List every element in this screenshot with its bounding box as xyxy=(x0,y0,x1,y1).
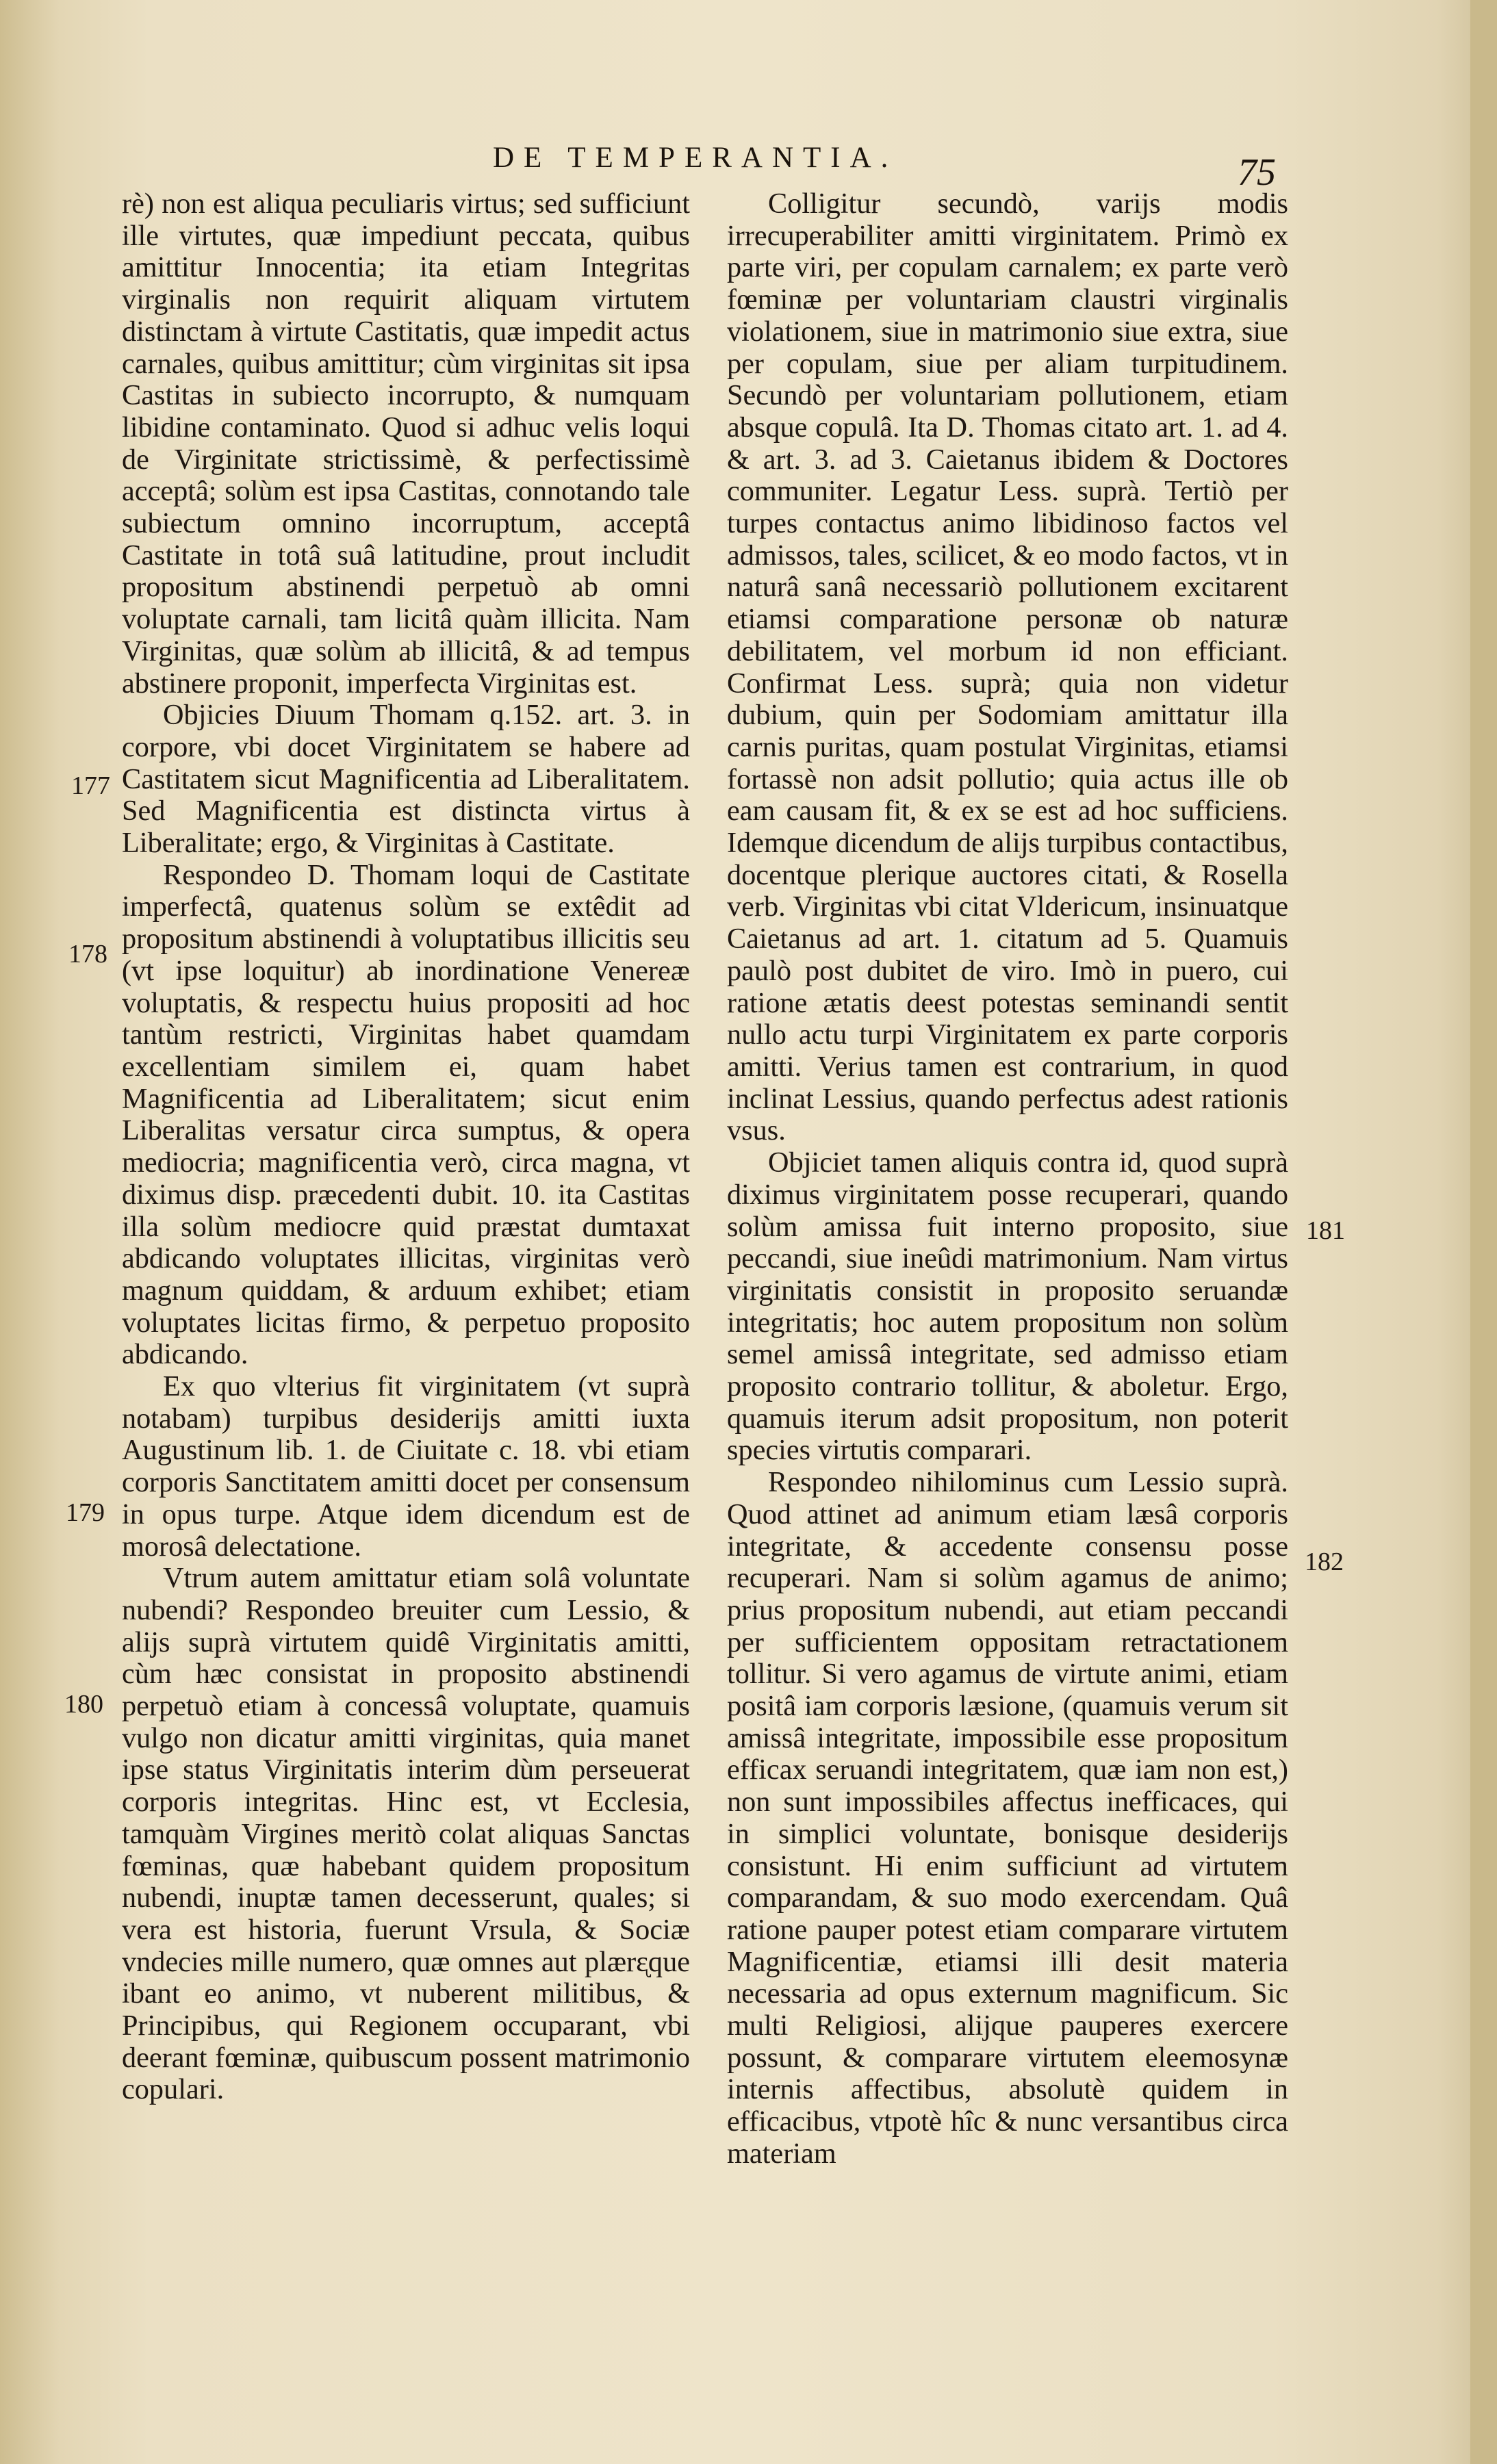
paragraph: rè) non est aliqua peculiaris virtus; sed sufficiunt ille virtutes, quæ impediunt peccata, quibus amittitur Innocentia; ita etiam Integritas virginalis non requirit aliquam virtutem distinctam à virtute Castitatis, quæ impedit actus carnales, quibus amittitur; cùm virginitas sit ipsa Castitas in subiecto incorrupto, & numquam libidine contaminato. Quod si adhuc velis loqui de Virginitate strictissimè, & perfectissimè acceptâ; solùm est ipsa Castitas, connotando tale subiectum omnino incorruptum, acceptâ Castitate in totâ suâ latitudine, prout includit propositum abstinendi perpetuò ab omni voluptate carnali, tam licitâ quàm illicita. Nam Virginitas, quæ solùm ab illicitâ, & ad tempus abstinere proponit, imperfecta Virginitas est. xyxy=(122,188,690,700)
left-column xyxy=(122,188,690,2106)
paragraph: Colligitur secundò, varijs modis irrecuperabiliter amitti virginitatem. Primò ex parte viri, per copulam carnalem; ex parte verò fœminæ per voluntariam claustri virginalis violationem, siue in matrimonio siue extra, siue per copulam, siue per aliam turpitudinem. Secundò per voluntariam pollutionem, etiam absque copulâ. Ita D. Thomas citato art. 1. ad 4. & art. 3. ad 3. Caietanus ibidem & Doctores communiter. Legatur Less. suprà. Tertiò per turpes contactus animo libidinoso factos vel admissos, tales, scilicet, & eo modo factos, vt in naturâ sanâ necessariò pollutionem excitarent etiamsi comparatione personæ ob naturæ debilitatem, vel morbum id non efficiant. Confirmat Less. suprà; quia non videtur dubium, quin per Sodomiam amittatur illa carnis puritas, quam postulat Virginitas, etiamsi fortassè non adsit pollutio; quia actus ille ob eam causam fit, & ex se est ad hoc sufficiens. Idemque dicendum de alijs turpibus contactibus, docentque plerique auctores citati, & Rosella verb. Virginitas vbi citat Vldericum, insinuatque Caietanus ad art. 1. citatum ad 5. Quamuis paulò post dubitet de viro. Imò in puero, cui ratione ætatis deest potestas seminandi sentit nullo actu turpi Virginitatem ex parte corporis amitti. Verius tamen est contrarium, in quod inclinat Lessius, quando perfectus adest rationis vsus. xyxy=(727,188,1288,1147)
running-header: DE TEMPERANTIA. xyxy=(493,142,898,174)
paragraph: Objicies Diuum Thomam q.152. art. 3. in corpore, vbi docet Virginitatem se habere ad Castitatem sicut Magnificentia ad Liberalitatem. Sed Magnificentia est distincta virtus à Liberalitate; ergo, & Virginitas à Castitate. xyxy=(122,699,690,860)
margin-number: 180 xyxy=(64,1690,103,1719)
margin-number: 178 xyxy=(68,940,107,968)
margin-number: 181 xyxy=(1306,1216,1345,1245)
paragraph: Ex quo vlterius fit virginitatem (vt suprà notabam) turpibus desiderijs amitti iuxta Augustinum lib. 1. de Ciuitate c. 18. vbi etiam corporis Sanctitatem amitti docet per consensum in opus turpe. Atque idem dicendum est de morosâ delectatione. xyxy=(122,1370,690,1563)
paragraph: Objiciet tamen aliquis contra id, quod suprà diximus virginitatem posse recuperari, quando solùm amissa fuit interno proposito, siue peccandi, siue ineûdi matrimonium. Nam virtus virginitatis consistit in proposito seruandæ integritatis; hoc autem propositum non solùm semel amissâ integritate, sed admisso etiam proposito contrario tollitur, & aboletur. Ergo, quamuis iterum adsit propositum, non poterit species virtutis comparari. xyxy=(727,1146,1288,1467)
paragraph: Respondeo D. Thomam loqui de Castitate imperfectâ, quatenus solùm se extêdit ad propositum abstinendi à voluptatibus illicitis seu (vt ipse loquitur) ab inordinatione Venereæ voluptatis, & respectu huius propositi ad hoc tantùm restricti, Virginitas habet quamdam excellentiam similem ei, quam habet Magnificentia ad Liberalitatem; sicut enim Liberalitas versatur circa sumptus, & opera mediocria; magnificentia verò, circa magna, vt diximus disp. præcedenti dubit. 10. ita Castitas illa solùm mediocre quid præstat dumtaxat abdicando voluptates illicitas, virginitas verò magnum quiddam, & arduum exhibet; etiam voluptates licitas firmo, & perpetuo proposito abdicando. xyxy=(122,858,690,1371)
margin-number: 177 xyxy=(71,771,110,800)
margin-number: 179 xyxy=(66,1498,105,1527)
paragraph: Respondeo nihilominus cum Lessio suprà. Quod attinet ad animum etiam læsâ corporis integritate, & accedente consensu posse recuperari. Nam si solùm agamus de animo; prius propositum nubendi, aut etiam peccandi per sufficientem oppositam retractationem tollitur. Si vero agamus de virtute animi, etiam positâ iam corporis læsione, (quamuis verum sit amissâ integritate, impossibile esse propositum efficax seruandi integritatem, quæ iam non est,) non sunt impossibiles affectus inefficaces, qui in simplici voluntate, bonisque desiderijs consistunt. Hi enim sufficiunt ad virtutem comparandam, & suo modo exercendam. Quâ ratione pauper potest etiam comparare virtutem Magnificentiæ, etiamsi illi desit materia necessaria ad opus externum magnificum. Sic multi Religiosi, alijque pauperes exercere possunt, & comparare virtutem eleemosynæ internis affectibus, absolutè quidem in efficacibus, vtpotè hîc & nunc versantibus circa materiam xyxy=(727,1466,1288,2170)
margin-number: 182 xyxy=(1305,1548,1344,1576)
page-number: 75 xyxy=(1238,151,1276,194)
paragraph: Vtrum autem amittatur etiam solâ voluntate nubendi? Respondeo breuiter cum Lessio, & alijs suprà virtutem quidê Virginitatis amitti, cùm hæc consistat in proposito abstinendi perpetuò etiam à concessâ voluptate, quamuis vulgo non dicatur amitti virginitas, quia manet ipse status Virginitatis interim dùm perseuerat corporis integritas. Hinc est, vt Ecclesia, tamquàm Virgines meritò colat aliquas Sanctas fœminas, quæ habebant quidem propositum nubendi, inuptæ tamen decesserunt, quales; si vera est historia, fuerunt Vrsula, & Sociæ vndecies mille numero, quæ omnes aut plærᶓque ibant eo animo, vt nuberent militibus, & Principibus, qui Regionem occuparant, vbi deerant fœminæ, quibuscum possent matrimonio copulari. xyxy=(122,1562,690,2106)
right-column xyxy=(727,188,1288,2170)
